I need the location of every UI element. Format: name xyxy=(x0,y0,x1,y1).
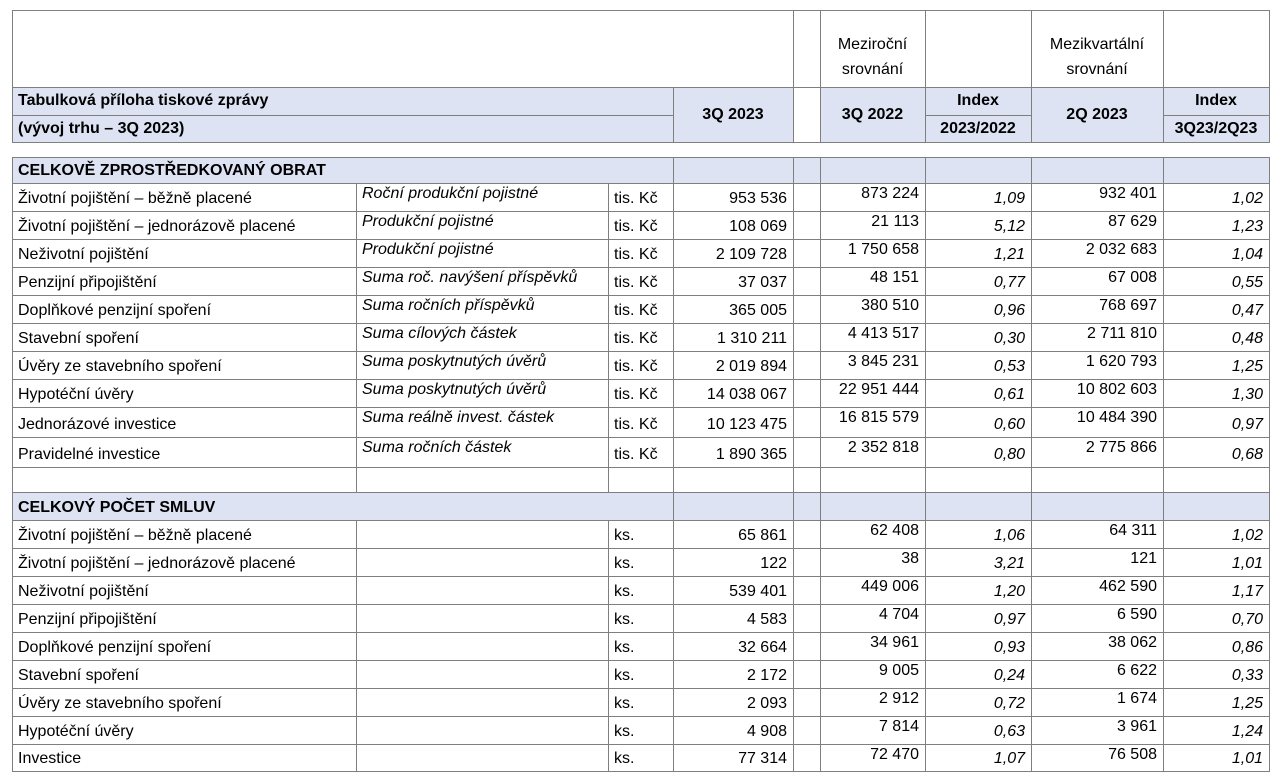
value-3q2023: 77 314 xyxy=(738,750,787,767)
value-2q2023: 38 062 xyxy=(1108,634,1157,651)
value-3q2023: 539 401 xyxy=(729,583,787,600)
index-yoy: 3,21 xyxy=(993,555,1025,572)
index-qoq: 1,25 xyxy=(1231,695,1263,712)
row-description: Suma poskytnutých úvěrů xyxy=(362,381,547,398)
grid-line xyxy=(793,157,794,184)
grid-line xyxy=(608,520,609,772)
index-yoy: 0,96 xyxy=(993,302,1025,319)
grid-line xyxy=(12,771,1270,772)
grid-line xyxy=(12,183,13,468)
row-unit: ks. xyxy=(614,527,635,544)
grid-line xyxy=(1269,520,1270,772)
grid-line xyxy=(793,10,794,143)
grid-line xyxy=(1163,183,1164,468)
index-yoy: 0,77 xyxy=(993,274,1025,291)
row-unit: tis. Kč xyxy=(614,446,658,463)
grid-line xyxy=(820,10,821,143)
index-yoy: 1,07 xyxy=(993,750,1025,767)
row-label: Jednorázové investice xyxy=(18,416,177,433)
grid-line xyxy=(793,520,794,772)
row-description: Suma ročních částek xyxy=(362,439,512,456)
row-unit: tis. Kč xyxy=(614,416,658,433)
value-3q2023: 2 109 728 xyxy=(715,246,787,263)
spacer-cell xyxy=(793,87,820,142)
index-yoy: 1,20 xyxy=(993,583,1025,600)
row-label: Hypotéční úvěry xyxy=(18,386,134,403)
index-yoy: 0,53 xyxy=(993,358,1025,375)
row-description xyxy=(356,660,608,688)
qoq-group-label: Mezikvartální srovnání xyxy=(1049,36,1145,78)
value-3q2022: 449 006 xyxy=(861,578,919,595)
row-unit: ks. xyxy=(614,667,635,684)
section-title: CELKOVĚ ZPROSTŘEDKOVANÝ OBRAT xyxy=(18,162,326,179)
row-unit: ks. xyxy=(614,555,635,572)
value-2q2023: 67 008 xyxy=(1108,269,1157,286)
value-3q2023: 2 172 xyxy=(746,667,787,684)
value-3q2022: 1 750 658 xyxy=(847,241,919,258)
value-3q2023: 1 890 365 xyxy=(715,446,787,463)
grid-line xyxy=(1163,115,1270,116)
grid-line xyxy=(793,492,794,521)
value-3q2022: 380 510 xyxy=(861,297,919,314)
grid-line xyxy=(608,467,609,493)
column-header-index-yoy-period: 2023/2022 xyxy=(940,119,1016,137)
value-3q2022: 9 005 xyxy=(878,662,919,679)
index-yoy: 0,72 xyxy=(993,695,1025,712)
value-3q2023: 2 019 894 xyxy=(715,358,787,375)
grid-line xyxy=(12,87,1270,88)
grid-line xyxy=(12,10,1270,11)
value-3q2023: 365 005 xyxy=(729,302,787,319)
table-subtitle: (vývoj trhu – 3Q 2023) xyxy=(18,119,185,137)
index-qoq: 1,17 xyxy=(1231,583,1263,600)
row-label: Stavební spoření xyxy=(18,330,139,347)
value-3q2022: 48 151 xyxy=(870,269,919,286)
value-2q2023: 10 802 603 xyxy=(1076,381,1157,398)
grid-line xyxy=(793,467,794,493)
value-2q2023: 2 032 683 xyxy=(1085,241,1157,258)
row-description: Suma reálně invest. částek xyxy=(362,409,555,426)
value-3q2023: 108 069 xyxy=(729,218,787,235)
row-unit: ks. xyxy=(614,695,635,712)
row-unit: ks. xyxy=(614,583,635,600)
row-description: Suma roč. navýšení příspěvků xyxy=(362,269,578,286)
value-3q2022: 7 814 xyxy=(878,718,919,735)
index-yoy: 0,24 xyxy=(993,667,1025,684)
grid-line xyxy=(12,492,1270,493)
index-yoy: 0,30 xyxy=(993,330,1025,347)
value-3q2023: 953 536 xyxy=(729,190,787,207)
index-qoq: 1,04 xyxy=(1231,246,1263,263)
grid-line xyxy=(820,467,821,493)
value-3q2023: 2 093 xyxy=(746,695,787,712)
row-unit: ks. xyxy=(614,611,635,628)
index-qoq: 1,23 xyxy=(1231,218,1263,235)
row-description: Suma poskytnutých úvěrů xyxy=(362,353,547,370)
grid-line xyxy=(925,115,1032,116)
row-label: Hypotéční úvěry xyxy=(18,723,134,740)
value-2q2023: 10 484 390 xyxy=(1076,409,1157,426)
index-qoq: 0,33 xyxy=(1231,667,1263,684)
grid-line xyxy=(1163,10,1164,143)
grid-line xyxy=(673,492,674,521)
row-label: Životní pojištění – běžně placené xyxy=(18,527,252,544)
grid-line xyxy=(1269,157,1270,184)
row-label: Penzijní připojištění xyxy=(18,274,157,291)
row-description: Produkční pojistné xyxy=(362,241,494,258)
index-qoq: 0,68 xyxy=(1231,446,1263,463)
index-qoq: 0,55 xyxy=(1231,274,1263,291)
value-3q2022: 72 470 xyxy=(870,746,919,763)
yoy-group-label: Meziroční srovnání xyxy=(837,36,908,78)
value-2q2023: 2 711 810 xyxy=(1087,325,1157,342)
grid-line xyxy=(1269,467,1270,493)
grid-line xyxy=(356,520,357,772)
value-3q2023: 4 908 xyxy=(746,723,787,740)
row-description xyxy=(356,632,608,660)
grid-line xyxy=(673,520,674,772)
grid-line xyxy=(925,520,926,772)
row-label: Neživotní pojištění xyxy=(18,246,149,263)
column-header-index-qoq: Index xyxy=(1195,92,1237,109)
value-3q2023: 122 xyxy=(760,555,787,572)
column-header-index-yoy: Index xyxy=(957,92,999,109)
value-3q2022: 21 113 xyxy=(871,213,919,230)
value-3q2022: 2 912 xyxy=(878,690,919,707)
value-2q2023: 64 311 xyxy=(1109,522,1157,539)
row-description: Produkční pojistné xyxy=(362,213,494,230)
value-3q2022: 34 961 xyxy=(870,634,919,651)
row-unit: ks. xyxy=(614,639,635,656)
value-2q2023: 121 xyxy=(1130,550,1157,567)
index-yoy: 1,21 xyxy=(993,246,1025,263)
index-qoq: 1,24 xyxy=(1231,723,1263,740)
value-3q2022: 3 845 231 xyxy=(847,353,919,370)
index-yoy: 0,97 xyxy=(993,611,1025,628)
row-label: Pravidelné investice xyxy=(18,446,161,463)
row-label: Doplňkové penzijní spoření xyxy=(18,302,212,319)
grid-line xyxy=(1269,183,1270,468)
value-3q2023: 10 123 475 xyxy=(706,416,787,433)
value-2q2023: 768 697 xyxy=(1099,297,1157,314)
index-qoq: 1,02 xyxy=(1231,190,1263,207)
blank-row xyxy=(12,467,1269,492)
value-2q2023: 1 674 xyxy=(1116,690,1157,707)
grid-line xyxy=(925,183,926,468)
value-2q2023: 462 590 xyxy=(1099,578,1157,595)
grid-line xyxy=(1163,157,1164,184)
grid-line xyxy=(12,142,1270,143)
grid-line xyxy=(673,467,674,493)
grid-line xyxy=(820,520,821,772)
index-yoy: 1,06 xyxy=(993,527,1025,544)
row-label: Neživotní pojištění xyxy=(18,583,149,600)
index-yoy: 0,63 xyxy=(993,723,1025,740)
row-unit: tis. Kč xyxy=(614,274,658,291)
grid-line xyxy=(1269,492,1270,521)
row-label: Životní pojištění – běžně placené xyxy=(18,190,252,207)
grid-line xyxy=(1031,467,1032,493)
column-header-3q2023: 3Q 2023 xyxy=(702,105,764,123)
value-3q2022: 16 815 579 xyxy=(838,409,919,426)
grid-line xyxy=(793,183,794,468)
grid-line xyxy=(1031,157,1032,184)
index-qoq: 0,70 xyxy=(1231,611,1263,628)
row-unit: ks. xyxy=(614,723,635,740)
value-3q2023: 37 037 xyxy=(738,274,787,291)
index-qoq: 0,47 xyxy=(1231,302,1263,319)
row-description xyxy=(356,548,608,576)
index-yoy: 0,60 xyxy=(993,416,1025,433)
value-2q2023: 76 508 xyxy=(1108,746,1157,763)
row-unit: tis. Kč xyxy=(614,190,658,207)
grid-line xyxy=(925,492,926,521)
grid-line xyxy=(608,183,609,468)
value-2q2023: 87 629 xyxy=(1108,213,1157,230)
row-unit: tis. Kč xyxy=(614,330,658,347)
index-yoy: 1,09 xyxy=(993,190,1025,207)
row-label: Stavební spoření xyxy=(18,667,139,684)
grid-line xyxy=(673,183,674,468)
index-qoq: 1,01 xyxy=(1231,555,1263,572)
grid-line xyxy=(1031,520,1032,772)
row-description xyxy=(356,520,608,548)
row-unit: tis. Kč xyxy=(614,358,658,375)
grid-line xyxy=(12,10,13,143)
row-label: Doplňkové penzijní spoření xyxy=(18,639,212,656)
grid-line xyxy=(820,183,821,468)
value-2q2023: 2 775 866 xyxy=(1085,439,1157,456)
column-header-index-qoq-period: 3Q23/2Q23 xyxy=(1174,119,1258,137)
grid-line xyxy=(1163,467,1164,493)
value-3q2023: 65 861 xyxy=(738,527,787,544)
index-qoq: 1,01 xyxy=(1231,750,1263,767)
grid-line xyxy=(820,492,821,521)
grid-line xyxy=(356,183,357,468)
row-label: Úvěry ze stavebního spoření xyxy=(18,695,222,712)
row-description: Roční produkční pojistné xyxy=(362,185,539,202)
grid-line xyxy=(673,157,674,184)
value-3q2023: 32 664 xyxy=(738,639,787,656)
index-qoq: 1,25 xyxy=(1231,358,1263,375)
row-description: Suma cílových částek xyxy=(362,325,517,342)
row-label: Investice xyxy=(18,750,82,767)
grid-line xyxy=(925,10,926,143)
value-2q2023: 6 622 xyxy=(1116,662,1157,679)
column-header-2q2023: 2Q 2023 xyxy=(1066,105,1128,123)
row-description xyxy=(356,688,608,716)
index-yoy: 5,12 xyxy=(993,218,1025,235)
row-label: Životní pojištění – jednorázově placené xyxy=(18,555,296,572)
row-unit: tis. Kč xyxy=(614,218,658,235)
row-description xyxy=(356,744,608,771)
grid-line xyxy=(820,157,821,184)
index-yoy: 0,93 xyxy=(993,639,1025,656)
grid-line xyxy=(356,467,357,493)
value-2q2023: 1 620 793 xyxy=(1085,353,1157,370)
value-2q2023: 932 401 xyxy=(1099,185,1157,202)
value-3q2022: 38 xyxy=(901,550,919,567)
row-unit: tis. Kč xyxy=(614,246,658,263)
value-3q2022: 4 704 xyxy=(878,606,919,623)
grid-line xyxy=(925,157,926,184)
row-label: Penzijní připojištění xyxy=(18,611,157,628)
grid-line xyxy=(925,467,926,493)
value-2q2023: 3 961 xyxy=(1116,718,1157,735)
grid-line xyxy=(1031,183,1032,468)
grid-line xyxy=(1163,492,1164,521)
index-qoq: 1,02 xyxy=(1231,527,1263,544)
grid-line xyxy=(12,157,1270,158)
index-qoq: 0,97 xyxy=(1231,416,1263,433)
grid-line xyxy=(1163,520,1164,772)
value-3q2023: 14 038 067 xyxy=(706,386,787,403)
column-header-3q2022: 3Q 2022 xyxy=(841,105,904,123)
grid-line xyxy=(1031,10,1032,143)
row-unit: tis. Kč xyxy=(614,386,658,403)
row-unit: tis. Kč xyxy=(614,302,658,319)
table-title: Tabulková příloha tiskové zprávy xyxy=(18,92,269,109)
row-description xyxy=(356,576,608,604)
row-label: Životní pojištění – jednorázově placené xyxy=(18,218,296,235)
value-3q2022: 4 413 517 xyxy=(847,325,919,342)
value-3q2022: 873 224 xyxy=(861,185,919,202)
row-description xyxy=(356,716,608,744)
grid-line xyxy=(12,520,13,772)
row-label: Úvěry ze stavebního spoření xyxy=(18,358,222,375)
market-data-table xyxy=(12,10,1269,771)
value-2q2023: 6 590 xyxy=(1116,606,1157,623)
grid-line xyxy=(12,157,13,184)
grid-line xyxy=(12,115,674,116)
index-qoq: 1,30 xyxy=(1231,386,1263,403)
value-3q2022: 22 951 444 xyxy=(838,381,919,398)
grid-line xyxy=(1031,492,1032,521)
index-yoy: 0,80 xyxy=(993,446,1025,463)
grid-line xyxy=(1269,10,1270,143)
value-3q2022: 2 352 818 xyxy=(847,439,919,456)
index-qoq: 0,48 xyxy=(1231,330,1263,347)
row-unit: ks. xyxy=(614,750,635,767)
value-3q2022: 62 408 xyxy=(870,522,919,539)
index-qoq: 0,86 xyxy=(1231,639,1263,656)
value-3q2023: 4 583 xyxy=(746,611,787,628)
grid-line xyxy=(12,467,13,493)
grid-line xyxy=(12,492,13,521)
index-yoy: 0,61 xyxy=(993,386,1025,403)
grid-line xyxy=(673,87,674,143)
row-description xyxy=(356,604,608,632)
row-description: Suma ročních příspěvků xyxy=(362,297,535,314)
section-title: CELKOVÝ POČET SMLUV xyxy=(18,499,216,516)
value-3q2023: 1 310 211 xyxy=(717,330,787,347)
